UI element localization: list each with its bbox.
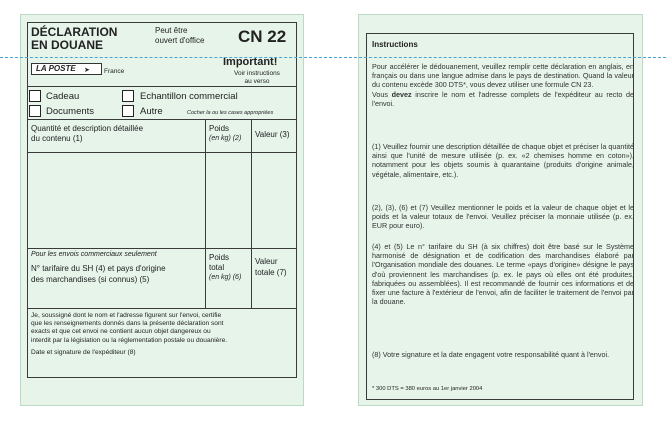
logo-text: LA POSTE bbox=[36, 64, 76, 73]
country-label: France bbox=[104, 68, 125, 75]
hs-code-label-line2: des marchandises (si connus) (5) bbox=[31, 275, 150, 284]
note-1: (1) Veuillez fournir une description détaillée de chaque objet et préciser la quantité ainsi que l'unité de mesure utilisée (p. ex. «2 chemises homme en coton»), notamment pour les objets soumis à quarantaine (produits d'origine animale, végétale, alimentaire, etc.). bbox=[372, 142, 634, 179]
see-instructions bbox=[224, 70, 290, 85]
total-value-label bbox=[255, 256, 287, 278]
weight-header-line1: Poids bbox=[209, 124, 230, 133]
documents-label: Documents bbox=[46, 106, 95, 117]
weight-header-line2: (en kg) (2) bbox=[209, 135, 242, 142]
weight-header bbox=[209, 124, 241, 144]
value-header: Valeur (3) bbox=[255, 130, 290, 139]
bird-icon: ➤ bbox=[84, 67, 90, 74]
see-instructions-line2: au verso bbox=[244, 77, 270, 85]
total-weight-label bbox=[209, 253, 241, 283]
form-title-line1: DÉCLARATION bbox=[31, 25, 118, 39]
total-weight-line3: (en kg) (6) bbox=[209, 274, 242, 281]
form-code: CN 22 bbox=[238, 27, 287, 46]
intro-text: Pour accélérer le dédouanement, veuillez remplir cette déclaration en anglais, en français ou dans une langue admise dans le pays de destination. Quand la valeur du contenu excède 300 DTS*, vous devez utiliser une formule CN 23. bbox=[372, 62, 634, 90]
description-header-line1: Quantité et description détaillée bbox=[31, 124, 144, 133]
intro-cont-pre: Vous bbox=[372, 89, 392, 99]
hs-code-label-line1: N° tarifaire du SH (4) et pays d'origine bbox=[31, 264, 166, 273]
sample-checkbox[interactable] bbox=[122, 90, 134, 102]
signature-field[interactable] bbox=[28, 358, 296, 377]
note-3: (4) et (5) Le n° tarifaire du SH (à six chiffres) doit être basé sur le Système harmonisé de désignation et de codification des marchandises élaboré par l'Organisation mondiale des douanes. Le terme «pays d'origine» désigne le pays d'où proviennent les marchandises (p. ex. le pays où elles ont été produites, fabriquées ou assemblées). Il est recommandé de fournir ces informations et de fixer une facture à l'extérieur de l'envoi, afin de faciliter le traitement de l'envoi par la douane. bbox=[372, 242, 634, 307]
important-label: Important! bbox=[223, 56, 278, 68]
intro-cont-post: inscrire le nom et l'adresse complets de l'expéditeur au recto de l'envoi. bbox=[372, 89, 635, 108]
intro-cont-bold: devez bbox=[391, 89, 412, 99]
office-note-line2: ouvert d'office bbox=[155, 36, 205, 45]
divider bbox=[27, 248, 297, 249]
gift-checkbox[interactable] bbox=[29, 90, 41, 102]
certification-line3: exacts et que cet envoi ne contient aucun objet dangereux ou bbox=[31, 328, 211, 336]
certification-line2: que les renseignements donnés dans la présente déclaration sont bbox=[31, 320, 224, 328]
certification-line4: interdit par la législation ou la réglementation postale ou douanière. bbox=[31, 336, 228, 344]
tick-note: Cocher la ou les cases appropriées bbox=[187, 110, 274, 116]
description-header-line2: du contenu (1) bbox=[31, 134, 83, 143]
office-note bbox=[155, 26, 204, 46]
certification-text bbox=[31, 312, 293, 345]
commercial-note: Pour les envois commerciaux seulement bbox=[31, 251, 157, 258]
note-2: (2), (3), (6) et (7) Veuillez mentionner le poids et la valeur de chaque objet et le poids et la valeur totaux de l'envoi. Veuillez préciser la monnaie utilisée (p. ex. EUR pour euro). bbox=[372, 203, 634, 231]
footnote: * 300 DTS = 380 euros au 1er janvier 2004 bbox=[372, 386, 483, 392]
total-value-line2: totale (7) bbox=[255, 268, 287, 277]
total-weight-line2: total bbox=[209, 263, 225, 272]
item-rows-area[interactable] bbox=[28, 153, 296, 248]
see-instructions-line1: Voir instructions bbox=[234, 70, 280, 77]
signature-label: Date et signature de l'expéditeur (8) bbox=[31, 349, 136, 356]
form-title bbox=[31, 26, 117, 52]
divider bbox=[27, 86, 297, 87]
description-header bbox=[31, 124, 143, 144]
total-value-line1: Valeur bbox=[255, 257, 278, 266]
sample-label: Echantillon commercial bbox=[140, 91, 238, 102]
other-checkbox[interactable] bbox=[122, 105, 134, 117]
instructions-heading: Instructions bbox=[372, 40, 418, 49]
form-title-line2: EN DOUANE bbox=[31, 38, 104, 52]
note-4: (8) Votre signature et la date engagent votre responsabilité quant à l'envoi. bbox=[372, 350, 610, 359]
divider bbox=[27, 308, 297, 309]
total-weight-line1: Poids bbox=[209, 253, 230, 262]
la-poste-logo bbox=[31, 63, 102, 75]
fold-guide-line bbox=[0, 57, 666, 58]
gift-label: Cadeau bbox=[46, 91, 80, 102]
hs-code-label bbox=[31, 263, 166, 285]
other-label: Autre bbox=[140, 106, 163, 117]
documents-checkbox[interactable] bbox=[29, 105, 41, 117]
divider bbox=[27, 119, 297, 120]
instructions-intro bbox=[372, 62, 634, 108]
certification-line1: Je, soussigné dont le nom et l'adresse figurent sur l'envoi, certifie bbox=[31, 312, 222, 319]
office-note-line1: Peut être bbox=[155, 26, 188, 35]
